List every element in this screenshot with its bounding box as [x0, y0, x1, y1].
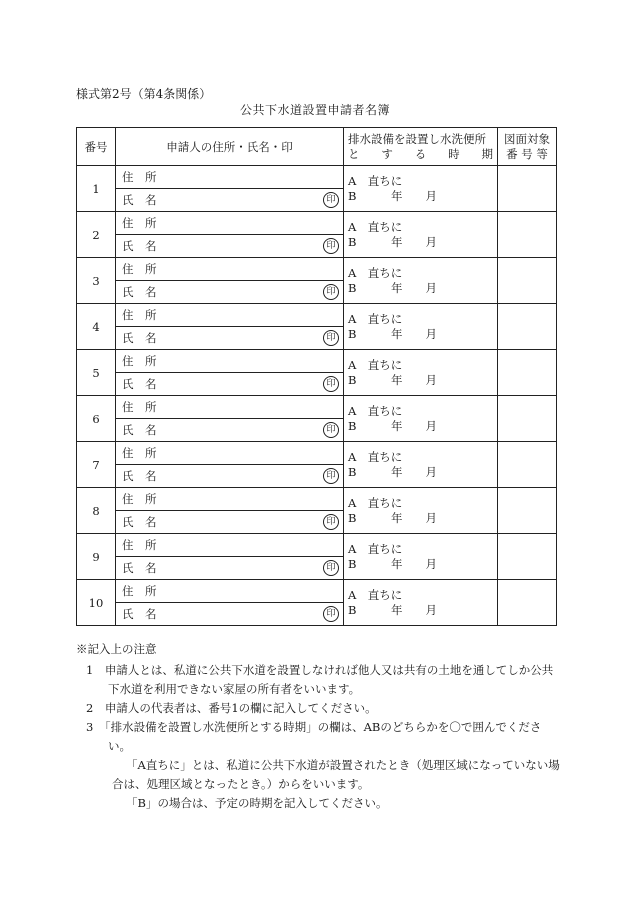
address-label: 住 所	[122, 584, 157, 598]
address-field[interactable]	[116, 212, 344, 235]
address-label: 住 所	[122, 446, 157, 460]
name-label: 氏 名	[122, 423, 157, 437]
timing-field[interactable]	[344, 442, 498, 488]
row-number: 10	[77, 580, 116, 626]
timing-option-a[interactable]: A 直ちに	[348, 403, 403, 418]
row-number: 8	[77, 488, 116, 534]
table-row	[77, 258, 557, 281]
form-number: 様式第2号（第4条関係）	[76, 87, 212, 101]
address-label: 住 所	[122, 354, 157, 368]
row-number: 4	[77, 304, 116, 350]
notes-heading: ※記入上の注意	[76, 642, 157, 656]
timing-option-b[interactable]: B 年 月	[348, 464, 437, 479]
timing-option-a[interactable]: A 直ちに	[348, 587, 403, 602]
timing-option-a[interactable]: A 直ちに	[348, 265, 403, 280]
table-header-row	[77, 128, 557, 166]
timing-option-b[interactable]: B 年 月	[348, 280, 437, 295]
row-number: 7	[77, 442, 116, 488]
note-item: 2 申請人の代表者は、番号1の欄に記入してください。	[86, 701, 377, 715]
header-time-line2	[348, 147, 497, 162]
seal-icon: 印	[323, 330, 339, 346]
timing-field[interactable]	[344, 488, 498, 534]
seal-icon: 印	[323, 422, 339, 438]
name-field[interactable]	[116, 235, 344, 258]
header-number: 番号	[77, 128, 116, 166]
address-label: 住 所	[122, 308, 157, 322]
timing-option-b[interactable]: B 年 月	[348, 556, 437, 571]
address-field[interactable]	[116, 442, 344, 465]
name-field[interactable]	[116, 419, 344, 442]
notes-section	[76, 640, 560, 813]
table-row	[77, 350, 557, 373]
seal-icon: 印	[323, 468, 339, 484]
figure-number-field[interactable]	[498, 212, 557, 258]
row-number: 1	[77, 166, 116, 212]
row-number: 5	[77, 350, 116, 396]
address-label: 住 所	[122, 538, 157, 552]
timing-option-b[interactable]: B 年 月	[348, 510, 437, 525]
timing-field[interactable]	[344, 304, 498, 350]
page-title: 公共下水道設置申請者名簿	[239, 103, 390, 117]
header-time-char: と	[348, 146, 360, 161]
note-item: 1 申請人とは、私道に公共下水道を設置しなければ他人又は共有の土地を通してしか公共下水道を利用できない家屋の所有者をいいます。	[86, 663, 554, 696]
table-row	[77, 488, 557, 511]
row-number: 2	[77, 212, 116, 258]
header-applicant: 申請人の住所・氏名・印	[116, 128, 344, 166]
applicant-register-table	[76, 127, 557, 626]
figure-number-field[interactable]	[498, 350, 557, 396]
name-field[interactable]	[116, 189, 344, 212]
figure-number-field[interactable]	[498, 304, 557, 350]
name-label: 氏 名	[122, 239, 157, 253]
address-label: 住 所	[122, 492, 157, 506]
address-field[interactable]	[116, 166, 344, 189]
name-field[interactable]	[116, 465, 344, 488]
seal-icon: 印	[323, 606, 339, 622]
header-figure	[498, 128, 557, 166]
address-field[interactable]	[116, 488, 344, 511]
timing-option-a[interactable]: A 直ちに	[348, 219, 403, 234]
name-field[interactable]	[116, 327, 344, 350]
address-field[interactable]	[116, 534, 344, 557]
seal-icon: 印	[323, 284, 339, 300]
figure-number-field[interactable]	[498, 580, 557, 626]
timing-option-b[interactable]: B 年 月	[348, 188, 437, 203]
figure-number-field[interactable]	[498, 166, 557, 212]
address-field[interactable]	[116, 304, 344, 327]
name-field[interactable]	[116, 511, 344, 534]
table-row	[77, 396, 557, 419]
timing-field[interactable]	[344, 580, 498, 626]
row-number: 9	[77, 534, 116, 580]
figure-number-field[interactable]	[498, 258, 557, 304]
name-label: 氏 名	[122, 469, 157, 483]
address-field[interactable]	[116, 396, 344, 419]
timing-field[interactable]	[344, 396, 498, 442]
name-field[interactable]	[116, 281, 344, 304]
name-label: 氏 名	[122, 331, 157, 345]
timing-option-b[interactable]: B 年 月	[348, 372, 437, 387]
header-time-line1: 排水設備を設置し水洗便所	[348, 131, 486, 146]
name-label: 氏 名	[122, 193, 157, 207]
figure-number-field[interactable]	[498, 488, 557, 534]
header-time-char: す	[381, 146, 393, 161]
header-time-char: 期	[481, 146, 493, 161]
timing-option-b[interactable]: B 年 月	[348, 234, 437, 249]
timing-field[interactable]	[344, 166, 498, 212]
note-paragraph-a-text: 「A直ちに」とは、私道に公共下水道が設置されたとき（処理区域になっていない場合は、処理区域となったとき。）からをいいます。	[112, 758, 560, 791]
row-number: 3	[77, 258, 116, 304]
table-row	[77, 166, 557, 189]
seal-icon: 印	[323, 560, 339, 576]
timing-field[interactable]	[344, 212, 498, 258]
address-label: 住 所	[122, 262, 157, 276]
timing-option-a[interactable]: A 直ちに	[348, 311, 403, 326]
timing-option-a[interactable]: A 直ちに	[348, 449, 403, 464]
table-row	[77, 304, 557, 327]
note-paragraph-b	[76, 794, 560, 813]
table-row	[77, 580, 557, 603]
header-time-char: 時	[448, 146, 460, 161]
timing-field[interactable]	[344, 258, 498, 304]
name-label: 氏 名	[122, 377, 157, 391]
header-figure-line2: 番 号 等	[506, 146, 548, 161]
table-row	[77, 534, 557, 557]
header-time-char: る	[414, 146, 427, 161]
figure-number-field[interactable]	[498, 442, 557, 488]
name-label: 氏 名	[122, 561, 157, 575]
timing-field[interactable]	[344, 534, 498, 580]
address-field[interactable]	[116, 580, 344, 603]
name-field[interactable]	[116, 557, 344, 580]
address-label: 住 所	[122, 216, 157, 230]
name-label: 氏 名	[122, 515, 157, 529]
note-item: 3 「排水設備を設置し水洗便所とする時期」の欄は、ABのどちらかを〇で囲んでください。	[86, 720, 542, 753]
address-field[interactable]	[116, 350, 344, 373]
figure-number-field[interactable]	[498, 396, 557, 442]
seal-icon: 印	[323, 192, 339, 208]
timing-option-a[interactable]: A 直ちに	[348, 173, 403, 188]
seal-icon: 印	[323, 238, 339, 254]
name-label: 氏 名	[122, 285, 157, 299]
timing-option-a[interactable]: A 直ちに	[348, 541, 403, 556]
table-row	[77, 442, 557, 465]
timing-option-a[interactable]: A 直ちに	[348, 357, 403, 372]
address-label: 住 所	[122, 170, 157, 184]
timing-field[interactable]	[344, 350, 498, 396]
table-row	[77, 212, 557, 235]
row-number: 6	[77, 396, 116, 442]
seal-icon: 印	[323, 376, 339, 392]
address-label: 住 所	[122, 400, 157, 414]
name-label: 氏 名	[122, 607, 157, 621]
timing-option-b[interactable]: B 年 月	[348, 326, 437, 341]
address-field[interactable]	[116, 258, 344, 281]
seal-icon: 印	[323, 514, 339, 530]
timing-option-a[interactable]: A 直ちに	[348, 495, 403, 510]
header-time	[344, 128, 498, 166]
note-paragraph-a	[76, 756, 560, 794]
figure-number-field[interactable]	[498, 534, 557, 580]
name-field[interactable]	[116, 373, 344, 396]
timing-option-b[interactable]: B 年 月	[348, 418, 437, 433]
note-paragraph-b-text: 「B」の場合は、予定の時期を記入してください。	[126, 796, 388, 810]
name-field[interactable]	[116, 603, 344, 626]
header-figure-line1: 図面対象	[504, 131, 550, 146]
timing-option-b[interactable]: B 年 月	[348, 602, 437, 617]
